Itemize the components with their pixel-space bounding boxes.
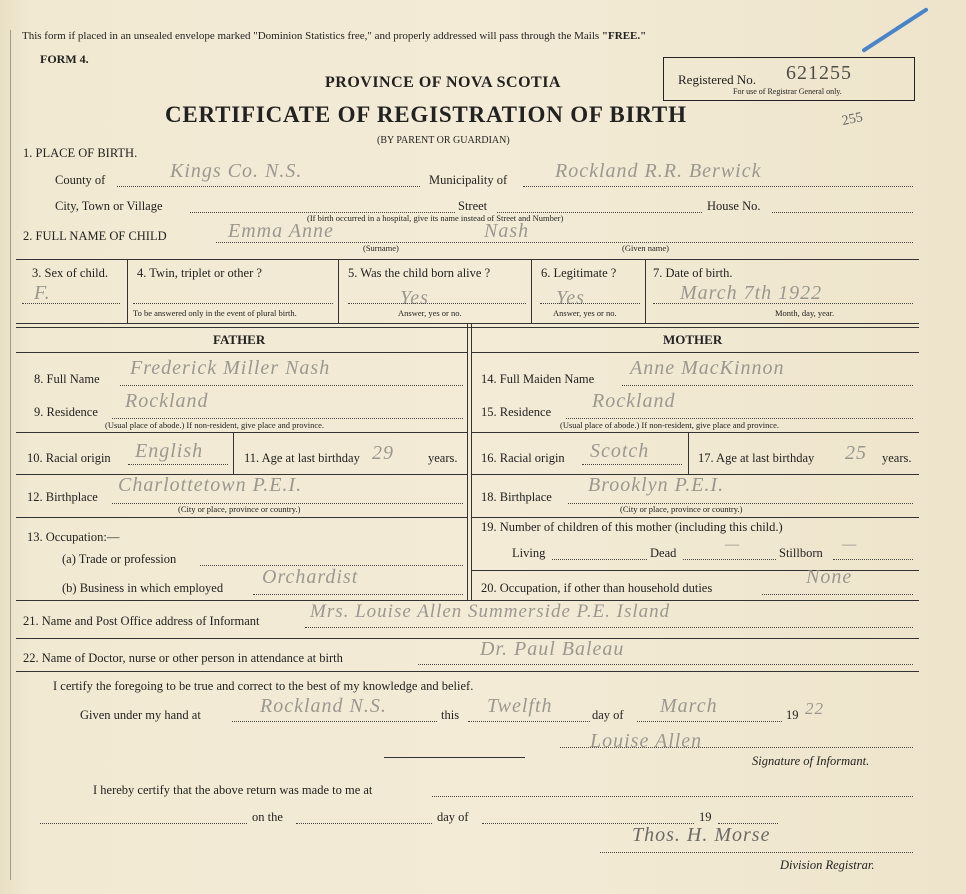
divider-4 [645, 259, 646, 323]
mother-residence-note: (Usual place of abode.) If non-resident, give place and province. [560, 420, 780, 430]
sex-line [22, 303, 120, 304]
registrar-place-line [40, 823, 247, 824]
father-heading: FATHER [213, 332, 266, 347]
province-title: PROVINCE OF NOVA SCOTIA [325, 74, 561, 91]
hospital-note: (If birth occurred in a hospital, give its name instead of Street and Number) [307, 213, 564, 223]
twin-line [133, 303, 333, 304]
certify-statement: I certify the foregoing to be true and correct to the best of my knowledge and belief. [53, 679, 474, 693]
rule-mother-res [471, 432, 919, 433]
center-divider-2 [471, 323, 472, 600]
father-name-value: Frederick Miller Nash [130, 357, 331, 379]
day-of-label: day of [592, 708, 624, 722]
rule-mother-bp [471, 517, 919, 518]
mother-residence-value: Rockland [592, 390, 676, 412]
father-racial-label: 10. Racial origin [27, 451, 111, 465]
county-label: County of [55, 173, 106, 187]
stillborn-value: — [842, 536, 858, 553]
father-residence-line [112, 418, 463, 419]
given-year-value: 22 [805, 699, 824, 718]
business-line [253, 594, 463, 595]
divider-2 [338, 259, 339, 323]
hereby-certify: I hereby certify that the above return was made to me at [93, 783, 373, 797]
mother-age-label: 17. Age at last birthday [698, 451, 815, 465]
informant-value: Mrs. Louise Allen Summerside P.E. Island [310, 601, 671, 622]
father-birthplace-label: 12. Birthplace [27, 490, 98, 504]
mother-name-value: Anne MacKinnon [630, 357, 785, 379]
informant-signature: Louise Allen [590, 730, 703, 752]
signature-label: Signature of Informant. [752, 754, 870, 768]
mother-birthplace-value: Brooklyn P.E.I. [588, 474, 725, 496]
mail-notice-text: This form if placed in an unsealed envelope marked "Dominion Statistics free," and properly addressed will pass through the Mails [22, 30, 600, 42]
given-day-line [468, 721, 590, 722]
alive-label: 5. Was the child born alive ? [348, 266, 491, 280]
dead-value: — [725, 536, 741, 553]
this-label: this [441, 708, 460, 722]
blue-pencil-mark [861, 7, 929, 53]
father-residence-value: Rockland [125, 390, 209, 412]
legit-note: Answer, yes or no. [553, 308, 617, 318]
father-years-label: years. [428, 451, 458, 465]
children-count-label: 19. Number of children of this mother (including this child.) [481, 520, 783, 534]
rule-mother-head [471, 352, 919, 353]
informant-signature-line [560, 747, 913, 748]
father-occupation-label: 13. Occupation:— [27, 530, 120, 544]
stillborn-label: Stillborn [779, 546, 823, 560]
given-place-value: Rockland N.S. [260, 695, 387, 717]
divider-1 [127, 259, 128, 323]
day-of-label-2: day of [437, 810, 469, 824]
date-label: 7. Date of birth. [653, 266, 733, 280]
registrar-signature: Thos. H. Morse [632, 824, 771, 846]
free-label: "FREE." [601, 30, 647, 42]
rule-informant [16, 638, 919, 639]
mail-notice [22, 30, 646, 42]
mother-birthplace-label: 18. Birthplace [481, 490, 552, 504]
street-label: Street [458, 199, 488, 213]
given-day-value: Twelfth [487, 695, 553, 717]
business-label: (b) Business in which employed [62, 581, 224, 595]
dead-line [683, 559, 776, 560]
trade-label: (a) Trade or profession [62, 552, 177, 566]
mother-residence-label: 15. Residence [481, 405, 552, 419]
registered-label: Registered No. [678, 72, 756, 87]
rule-doctor [16, 671, 919, 672]
twin-note: To be answered only in the event of plural birth. [133, 308, 297, 318]
on-the-label: on the [252, 810, 283, 824]
registered-number: 621255 [786, 62, 852, 84]
on-the-line [296, 823, 432, 824]
year-prefix-2: 19 [699, 810, 712, 824]
registrar-general-note: For use of Registrar General only. [733, 87, 842, 96]
rule-father-res [16, 432, 467, 433]
father-birthplace-value: Charlottetown P.E.I. [118, 474, 303, 496]
sex-value: F. [34, 282, 51, 304]
rule-father-bp [16, 517, 467, 518]
father-residence-label: 9. Residence [34, 405, 98, 419]
given-under-label: Given under my hand at [80, 708, 201, 722]
municipality-label: Municipality of [429, 173, 508, 187]
county-value: Kings Co. N.S. [170, 160, 303, 182]
registrar-signature-line [600, 852, 913, 853]
given-place-line [232, 721, 437, 722]
father-age-divider [233, 432, 234, 474]
year-prefix: 19 [786, 708, 799, 722]
mother-name-label: 14. Full Maiden Name [481, 372, 595, 386]
center-divider [467, 323, 468, 600]
date-note: Month, day, year. [775, 308, 835, 318]
mother-occupation-label: 20. Occupation, if other than household duties [481, 581, 713, 595]
alive-line [348, 303, 526, 304]
given-month-line [637, 721, 782, 722]
mother-heading: MOTHER [663, 332, 723, 347]
father-name-label: 8. Full Name [34, 372, 100, 386]
doctor-value: Dr. Paul Baleau [480, 638, 625, 660]
business-value: Orchardist [262, 566, 359, 588]
legit-value: Yes [556, 287, 585, 309]
father-residence-note: (Usual place of abode.) If non-resident, give place and province. [105, 420, 325, 430]
mother-racial-label: 16. Racial origin [481, 451, 565, 465]
father-racial-value: English [135, 440, 204, 462]
child-name-label: 2. FULL NAME OF CHILD [23, 229, 167, 243]
legit-line [540, 303, 640, 304]
father-birthplace-note: (City or place, province or country.) [178, 504, 301, 514]
child-given-name: Emma Anne [228, 220, 334, 242]
mother-occupation-value: None [806, 566, 853, 588]
informant-line [305, 627, 913, 628]
father-racial-line [128, 464, 228, 465]
rule-top-row3 [16, 259, 919, 260]
living-label: Living [512, 546, 546, 560]
rule-father-head [16, 352, 467, 353]
alive-note: Answer, yes or no. [398, 308, 462, 318]
alive-value: Yes [400, 287, 429, 309]
page-subtitle: (BY PARENT OR GUARDIAN) [377, 135, 510, 146]
mother-racial-value: Scotch [590, 440, 650, 462]
stillborn-line [833, 559, 913, 560]
county-line [117, 186, 420, 187]
form-number: FORM 4. [40, 52, 89, 66]
informant-label: 21. Name and Post Office address of Informant [23, 614, 260, 628]
mother-age-value: 25 [845, 442, 867, 464]
sex-label: 3. Sex of child. [32, 266, 109, 280]
page-title: CERTIFICATE OF REGISTRATION OF BIRTH [165, 102, 687, 127]
registrar-label: Division Registrar. [780, 858, 875, 872]
mother-occupation-line [762, 594, 913, 595]
father-name-line [120, 385, 463, 386]
informant-sig-left-rule [384, 757, 525, 758]
twin-label: 4. Twin, triplet or other ? [137, 266, 262, 280]
divider-3 [531, 259, 532, 323]
left-margin-rule [10, 30, 17, 880]
house-label: House No. [707, 199, 761, 213]
father-age-label: 11. Age at last birthday [244, 451, 360, 465]
child-surname: Nash [484, 220, 530, 242]
living-line [552, 559, 647, 560]
hereby-line [432, 796, 913, 797]
mother-residence-line [566, 418, 913, 419]
mother-name-line [622, 385, 913, 386]
city-label: City, Town or Village [55, 199, 163, 213]
father-age-value: 29 [372, 442, 394, 464]
doctor-line [418, 664, 913, 665]
legit-label: 6. Legitimate ? [541, 266, 617, 280]
mother-age-divider [688, 432, 689, 474]
house-line [772, 212, 913, 213]
municipality-value: Rockland R.R. Berwick [555, 160, 762, 182]
mother-racial-line [582, 464, 682, 465]
doctor-label: 22. Name of Doctor, nurse or other person in attendance at birth [23, 651, 343, 665]
place-of-birth-heading: 1. PLACE OF BIRTH. [23, 146, 138, 160]
date-value: March 7th 1922 [680, 282, 823, 304]
mother-years-label: years. [882, 451, 912, 465]
given-name-note: (Given name) [622, 243, 669, 253]
corner-mark: 255 [840, 109, 865, 130]
given-month-value: March [660, 695, 718, 717]
surname-note: (Surname) [363, 243, 399, 253]
mother-birthplace-note: (City or place, province or country.) [620, 504, 743, 514]
dead-label: Dead [650, 546, 677, 560]
municipality-line [523, 186, 913, 187]
date-line [653, 303, 913, 304]
